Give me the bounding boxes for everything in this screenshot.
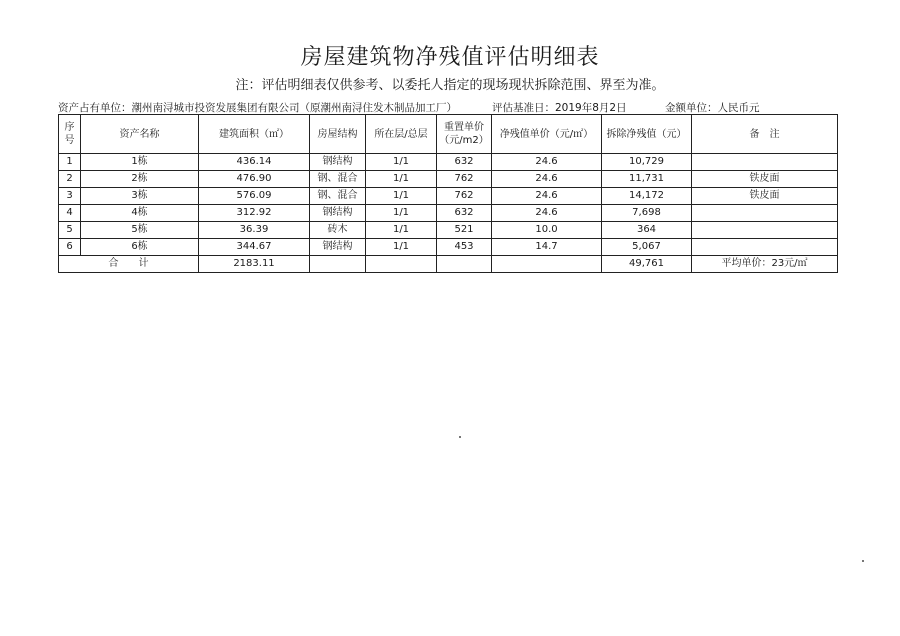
table-row (59, 239, 838, 256)
cell-asset-name: 1栋 (81, 154, 199, 171)
table-header-row (59, 115, 838, 154)
cell-no: 1 (59, 154, 81, 171)
cell-residual-value: 364 (602, 222, 692, 239)
cell-structure: 钢、混合 (310, 188, 366, 205)
header-asset-name: 资产名称 (81, 115, 199, 154)
document-note: 注：评估明细表仅供参考、以委托人指定的现场现状拆除范围、界至为准。 (235, 78, 665, 93)
cell-no: 6 (59, 239, 81, 256)
base-date-line: 评估基准日：2019年8月2日 (492, 102, 627, 114)
cell-unit-cost: 632 (437, 154, 492, 171)
cell-asset-name: 3栋 (81, 188, 199, 205)
cell-structure: 钢结构 (310, 205, 366, 222)
cell-asset-name: 2栋 (81, 171, 199, 188)
cell-residual-value: 7,698 (602, 205, 692, 222)
cell-area: 312.92 (199, 205, 310, 222)
cell-unit-cost: 762 (437, 188, 492, 205)
table-row (59, 154, 838, 171)
cell-structure: 钢结构 (310, 239, 366, 256)
cell-floor: 1/1 (366, 222, 437, 239)
cell-residual-unit: 10.0 (492, 222, 602, 239)
cell-empty (310, 256, 366, 273)
cell-area: 344.67 (199, 239, 310, 256)
table-row (59, 171, 838, 188)
cell-no: 2 (59, 171, 81, 188)
cell-unit-cost: 521 (437, 222, 492, 239)
cell-floor: 1/1 (366, 188, 437, 205)
cell-residual-unit: 24.6 (492, 188, 602, 205)
total-area: 2183.11 (199, 256, 310, 273)
cell-no: 3 (59, 188, 81, 205)
cell-remark: 铁皮面 (692, 171, 838, 188)
header-area: 建筑面积（㎡） (199, 115, 310, 154)
cell-area: 576.09 (199, 188, 310, 205)
scan-speck (862, 560, 864, 562)
total-residual-value: 49,761 (602, 256, 692, 273)
cell-structure: 钢结构 (310, 154, 366, 171)
cell-no: 4 (59, 205, 81, 222)
valuation-table (58, 114, 838, 273)
cell-unit-cost: 632 (437, 205, 492, 222)
cell-empty (492, 256, 602, 273)
cell-area: 36.39 (199, 222, 310, 239)
cell-structure: 砖木 (310, 222, 366, 239)
cell-asset-name: 4栋 (81, 205, 199, 222)
cell-residual-value: 11,731 (602, 171, 692, 188)
cell-residual-unit: 24.6 (492, 154, 602, 171)
table-row (59, 222, 838, 239)
cell-empty (366, 256, 437, 273)
cell-asset-name: 6栋 (81, 239, 199, 256)
cell-structure: 钢、混合 (310, 171, 366, 188)
cell-remark (692, 205, 838, 222)
total-row (59, 256, 838, 273)
header-unit-cost: 重置单价（元/m2） (437, 115, 492, 154)
table-row (59, 188, 838, 205)
cell-residual-unit: 24.6 (492, 205, 602, 222)
cell-remark: 铁皮面 (692, 188, 838, 205)
cell-unit-cost: 453 (437, 239, 492, 256)
header-remark: 备 注 (692, 115, 838, 154)
cell-residual-unit: 14.7 (492, 239, 602, 256)
cell-floor: 1/1 (366, 171, 437, 188)
cell-residual-value: 14,172 (602, 188, 692, 205)
cell-remark (692, 154, 838, 171)
cell-asset-name: 5栋 (81, 222, 199, 239)
cell-area: 476.90 (199, 171, 310, 188)
cell-unit-cost: 762 (437, 171, 492, 188)
scan-speck (459, 436, 461, 438)
cell-area: 436.14 (199, 154, 310, 171)
currency-unit-line: 金额单位：人民币元 (665, 102, 760, 114)
cell-remark (692, 222, 838, 239)
cell-residual-value: 5,067 (602, 239, 692, 256)
document-title: 房屋建筑物净残值评估明细表 (300, 45, 600, 70)
cell-floor: 1/1 (366, 239, 437, 256)
header-structure: 房屋结构 (310, 115, 366, 154)
header-no: 序号 (59, 115, 81, 154)
total-remark: 平均单价：23元/㎡ (692, 256, 838, 273)
cell-empty (437, 256, 492, 273)
header-floor: 所在层/总层 (366, 115, 437, 154)
cell-floor: 1/1 (366, 205, 437, 222)
cell-residual-value: 10,729 (602, 154, 692, 171)
cell-floor: 1/1 (366, 154, 437, 171)
header-residual-unit: 净残值单价（元/㎡） (492, 115, 602, 154)
total-label: 合 计 (59, 256, 199, 273)
cell-no: 5 (59, 222, 81, 239)
table-row (59, 205, 838, 222)
asset-owner-line: 资产占有单位：潮州南浔城市投资发展集团有限公司（原潮州南浔住发木制品加工厂） (58, 102, 457, 114)
cell-remark (692, 239, 838, 256)
cell-residual-unit: 24.6 (492, 171, 602, 188)
header-residual-value: 拆除净残值（元） (602, 115, 692, 154)
